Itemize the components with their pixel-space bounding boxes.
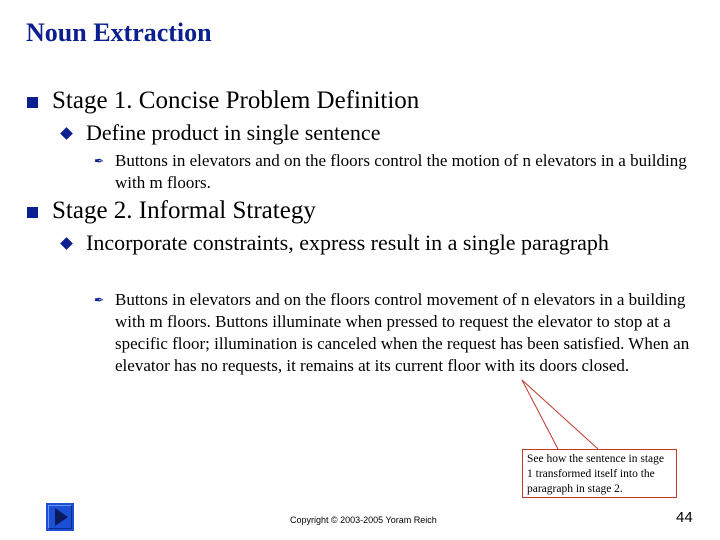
slide-title: Noun Extraction: [26, 18, 212, 47]
copyright-footer: Copyright © 2003-2005 Yoram Reich: [290, 515, 437, 525]
callout-note: See how the sentence in stage 1 transformed itself into the paragraph in stage 2.: [522, 449, 677, 498]
pen-bullet-icon: ✒: [94, 293, 105, 307]
stage2-heading: Stage 2. Informal Strategy: [52, 197, 316, 224]
next-slide-button[interactable]: [46, 503, 74, 531]
page-number: 44: [676, 509, 693, 526]
stage1-detail: Buttons in elevators and on the floors control the motion of n elevators in a building with m floors.: [115, 151, 687, 192]
stage2-subpoint: Incorporate constraints, express result in a single paragraph: [86, 230, 609, 255]
stage1-heading: Stage 1. Concise Problem Definition: [52, 87, 420, 114]
stage1-subpoint: Define product in single sentence: [86, 120, 381, 145]
stage2-detail: Buttons in elevators and on the floors control movement of n elevators in a building with m floors. Buttons illuminate when pressed to request the elevator to stop at a specific floor; illumination is canceled when the request has been satisfied. When an elevator has no requests, it remains at its current floor with its doors closed.: [115, 290, 690, 375]
pen-bullet-icon: ✒: [94, 154, 105, 168]
